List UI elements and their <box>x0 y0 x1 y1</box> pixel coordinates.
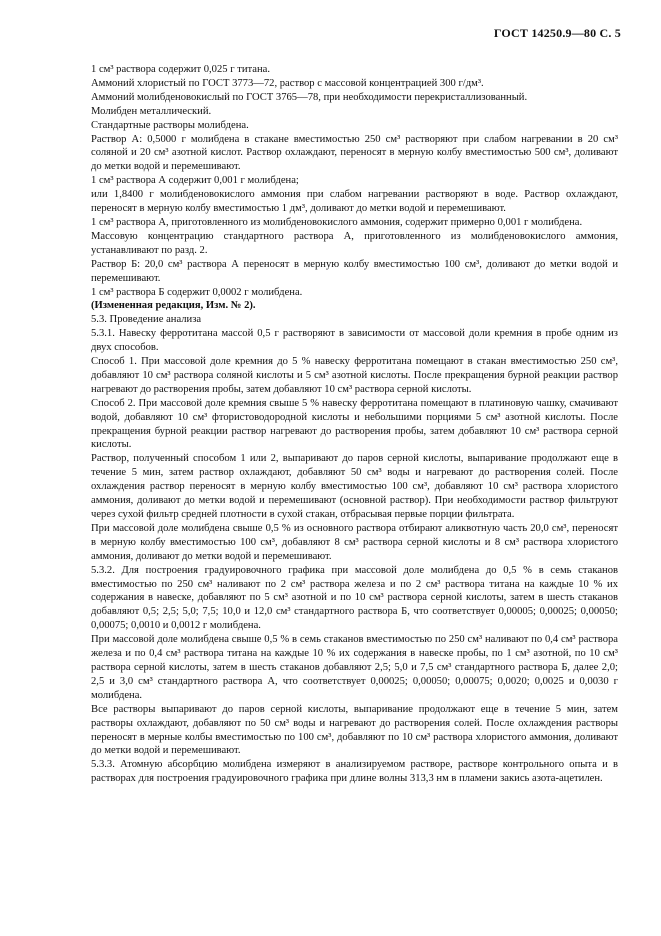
paragraph: Аммоний хлористый по ГОСТ 3773—72, раствор с массовой концентрацией 300 г/дм³. <box>91 77 484 89</box>
paragraph: 5.3.3. Атомную абсорбцию молибдена измеряют в анализируемом растворе, растворе контрольного опыта и в растворах для построения градуировочного графика при длине волны 313,3 нм в пламени закись азота-ацетилен. <box>91 759 618 785</box>
paragraph: Массовую концентрацию стандартного раствора А, приготовленного из молибденовокислого аммония, устанавливают по разд. 2. <box>91 230 618 256</box>
paragraph: Способ 2. При массовой доле кремния свыше 5 % навеску ферротитана помещают в платиновую чашку, смачивают водой, добавляют 10 см³ фтористоводородной кислоты и небольшими порциями 5 см³ азотной кислоты. После прекращения бурной реакции раствор нагревают до растворения пробы, затем добавляют 10 см³ раствора серной кислоты. <box>91 397 618 451</box>
paragraph: При массовой доле молибдена свыше 0,5 % в семь стаканов вместимостью по 250 см³ наливают по 0,4 см³ раствора железа и по 0,4 см³ раствора титана на каждые 10 % их содержания в навеске пробы, по 1 см³ азотной, по 10 см³ раствора серной кислоты, затем в шесть стаканов добавляют 2,5; 5,0 и 7,5 см³ стандартного раствора Б, далее 2,0; 2,5 и 3,0 см³ стандартного раствора А, что соответствует 0,00025; 0,00050; 0,00075; 0,0020; 0,0025 и 0,0030 г молибдена. <box>91 634 618 701</box>
paragraph: 1 см³ раствора А содержит 0,001 г молибдена; <box>91 175 299 187</box>
paragraph: 5.3.1. Навеску ферротитана массой 0,5 г растворяют в зависимости от массовой доли кремния в пробе одним из двух способов. <box>91 328 618 354</box>
paragraph: Все растворы выпаривают до паров серной кислоты, выпаривание продолжают еще в течение 5 мин, затем растворы охлаждают, добавляют по 50 см³ воды и нагревают до растворения солей. После охлаждения растворы переносят в мерные колбы вместимостью по 100 см³, добавляют по 10 см³ раствора хлористого аммония, доливают до метки водой и перемешивают. <box>91 703 618 757</box>
paragraph: Стандартные растворы молибдена. <box>91 119 249 131</box>
paragraph: Способ 1. При массовой доле кремния до 5 % навеску ферротитана помещают в стакан вместимостью 250 см³, добавляют 10 см³ раствора соляной кислоты и 5 см³ азотной кислоты. После прекращения бурной реакции раствор нагревают до растворения пробы, затем добавляют 10 см³ раствора серной кислоты. <box>91 356 618 395</box>
paragraph: 5.3.2. Для построения градуировочного графика при массовой доле молибдена до 0,5 % в семь стаканов вместимостью по 250 см³ наливают по 2 см³ раствора железа и по 2 см³ раствора титана на каждые 10 % их содержания в навеске, добавляют по 5 см³ азотной и по 10 см³ раствора серной кислоты, затем в шесть стаканов добавляют 0,5; 2,5; 5,0; 7,5; 10,0 и 12,0 см³ стандартного раствора Б, что соответствует 0,00005; 0,00025; 0,00050; 0,00075; 0,0010 и 0,0012 г молибдена. <box>91 564 618 632</box>
section-heading: 5.3. Проведение анализа <box>91 314 202 326</box>
page-header: ГОСТ 14250.9—80 С. 5 <box>493 26 621 40</box>
paragraph: 1 см³ раствора А, приготовленного из молибденовокислого аммония, содержит примерно 0,001 г молибдена. <box>91 216 583 228</box>
paragraph: или 1,8400 г молибденовокислого аммония при слабом нагревании растворяют в воде. Раствор охлаждают, переносят в мерную колбу вместимостью 1 дм³, доливают до метки водой и перемешивают. <box>91 189 618 215</box>
paragraph: Раствор Б: 20,0 см³ раствора А переносят в мерную колбу вместимостью 100 см³, доливают до метки водой и перемешивают. <box>91 258 618 284</box>
amendment-note: (Измененная редакция, Изм. № 2). <box>91 300 256 312</box>
paragraph: 1 см³ раствора содержит 0,025 г титана. <box>91 64 270 75</box>
document-body <box>91 63 618 786</box>
paragraph: Раствор, полученный способом 1 или 2, выпаривают до паров серной кислоты, выпаривание продолжают еще в течение 5 мин, затем раствор охлаждают, добавляют 50 см³ воды и нагревают до растворения солей. После охлаждения раствор переносят в мерную колбу вместимостью 100 см³, добавляют 10 см³ раствора хлористого аммония, доливают до метки водой и перемешивают (основной раствор). При необходимости раствор фильтруют через сухой фильтр средней плотности в сухой стакан, отбрасывая первые порции фильтрата. <box>91 453 618 520</box>
paragraph: Раствор А: 0,5000 г молибдена в стакане вместимостью 250 см³ растворяют при слабом нагревании в 20 см³ соляной и 20 см³ азотной кислот. Раствор охлаждают, переносят в мерную колбу вместимостью 500 см³, доливают до метки водой и перемешивают. <box>91 133 618 173</box>
paragraph: При массовой доле молибдена свыше 0,5 % из основного раствора отбирают аликвотную часть 20,0 см³, переносят в мерную колбу вместимостью 100 см³, добавляют 8 см³ раствора серной кислоты и 8 см³ раствора хлористого аммония, доливают до метки водой и перемешивают. <box>91 522 618 562</box>
paragraph: 1 см³ раствора Б содержит 0,0002 г молибдена. <box>91 286 303 298</box>
paragraph: Молибден металлический. <box>91 105 212 117</box>
paragraph: Аммоний молибденовокислый по ГОСТ 3765—78, при необходимости перекристаллизованный. <box>91 91 528 103</box>
